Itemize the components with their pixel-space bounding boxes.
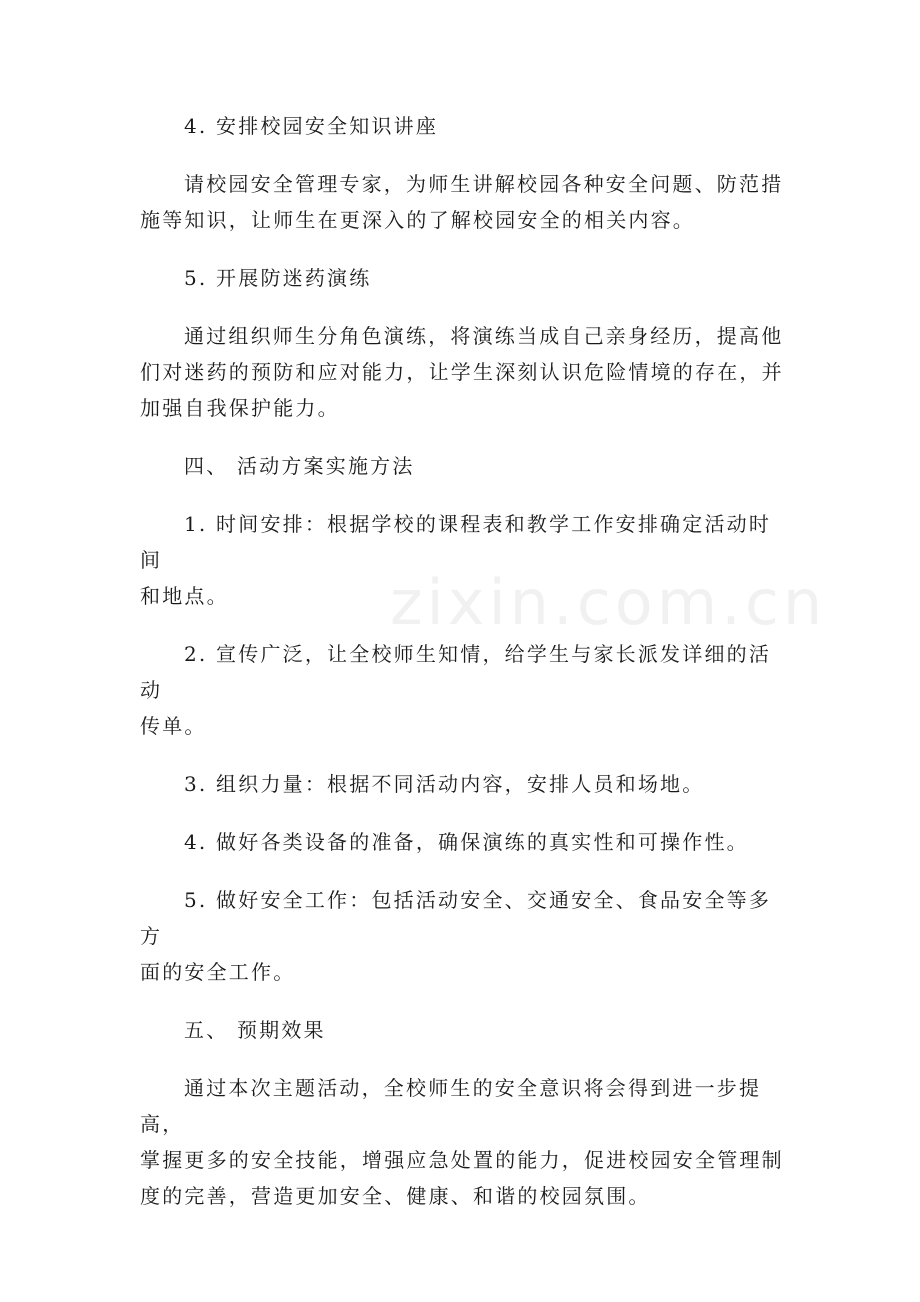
paragraph — [140, 1070, 790, 1214]
text-line: 通过本次主题活动，全校师生的安全意识将会得到进一步提高， — [140, 1076, 762, 1136]
text-line: 和地点。 — [140, 584, 229, 608]
text-line: 5. 做好安全工作：包括活动安全、交通安全、食品安全等多方 — [140, 888, 772, 948]
list-item — [140, 824, 790, 860]
text-line: 们对迷药的预防和应对能力，让学生深刻认识危险情境的存在，并 — [140, 360, 784, 384]
text-line: 通过组织师生分角色演练，将演练当成自己亲身经历，提高他 — [184, 324, 784, 348]
section-item-5-heading — [140, 260, 790, 296]
text-line: 掌握更多的安全技能，增强应急处置的能力，促进校园安全管理制 — [140, 1148, 784, 1172]
paragraph — [140, 318, 790, 426]
list-item — [140, 636, 790, 744]
text-line: 加强自我保护能力。 — [140, 396, 340, 420]
list-item — [140, 766, 790, 802]
text-line: 传单。 — [140, 714, 207, 738]
text-line: 度的完善，营造更加安全、健康、和谐的校园氛围。 — [140, 1184, 651, 1208]
text-line: 五、 预期效果 — [184, 1018, 326, 1042]
text-line: 1. 时间安排：根据学校的课程表和教学工作安排确定活动时间 — [140, 512, 772, 572]
text-line: 施等知识，让师生在更深入的了解校园安全的相关内容。 — [140, 208, 695, 232]
section-heading-4 — [140, 448, 790, 484]
list-item — [140, 506, 790, 614]
watermark: zixin.com.cn — [390, 566, 827, 639]
list-item — [140, 882, 790, 990]
text-line: 2. 宣传广泛，让全校师生知情，给学生与家长派发详细的活动 — [140, 642, 772, 702]
document-body — [140, 108, 790, 1236]
text-line: 四、 活动方案实施方法 — [184, 454, 415, 478]
text-line: 5. 开展防迷药演练 — [184, 266, 372, 290]
text-line: 4. 安排校园安全知识讲座 — [184, 114, 439, 138]
text-line: 请校园安全管理专家，为师生讲解校园各种安全问题、防范措 — [184, 172, 784, 196]
text-line: 4. 做好各类设备的准备，确保演练的真实性和可操作性。 — [184, 830, 749, 854]
section-item-4-heading — [140, 108, 790, 144]
paragraph — [140, 166, 790, 238]
text-line: 面的安全工作。 — [140, 960, 296, 984]
section-heading-5 — [140, 1012, 790, 1048]
text-line: 3. 组织力量：根据不同活动内容，安排人员和场地。 — [184, 772, 705, 796]
